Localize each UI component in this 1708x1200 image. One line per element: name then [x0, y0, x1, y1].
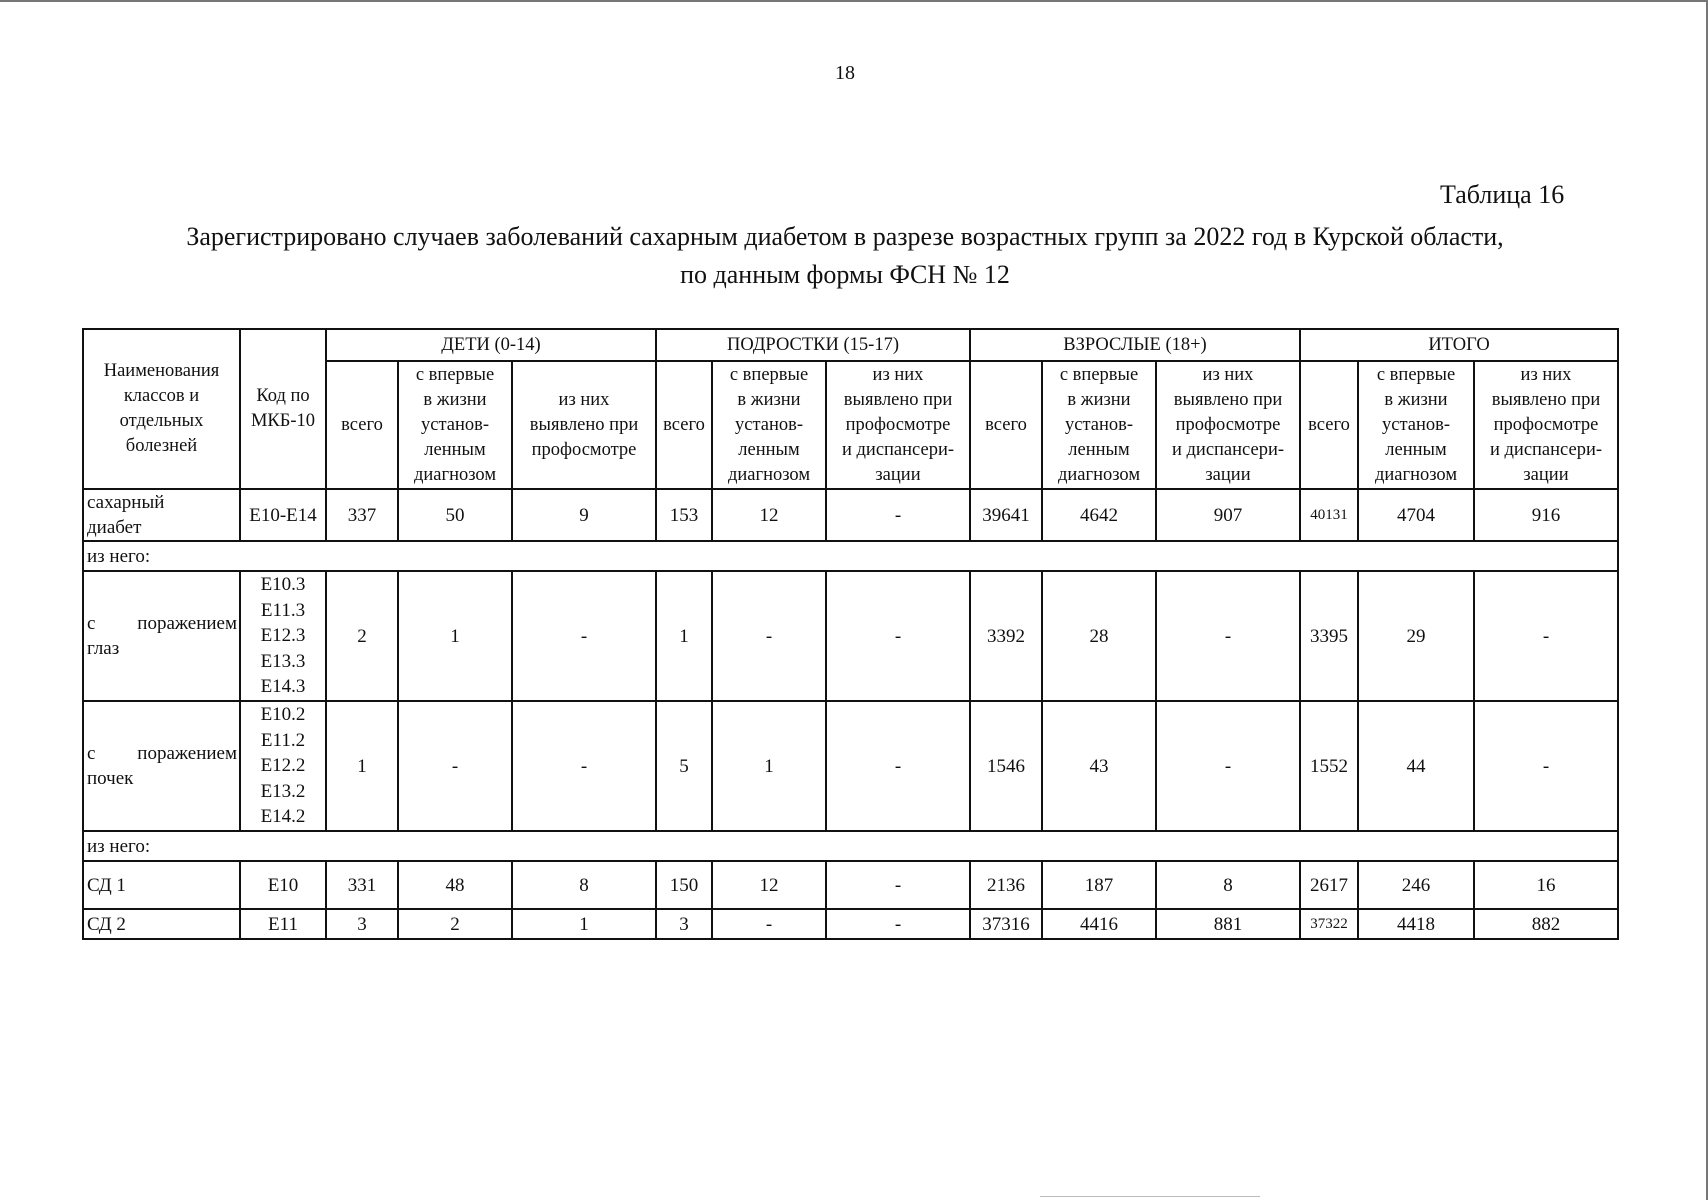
- cell-children-prof: -: [512, 571, 656, 701]
- row-code-line: E14.2: [260, 806, 306, 828]
- table-row-sd1: [83, 861, 1618, 909]
- row-code-line: E10.3: [260, 574, 306, 596]
- header-prof-children: [512, 361, 656, 489]
- header-line: в жизни: [1067, 389, 1131, 410]
- header-group-children: ДЕТИ (0-14): [326, 329, 656, 361]
- header-line: с впервые: [415, 364, 495, 385]
- cell-children-first: -: [398, 701, 512, 831]
- row-code-line: E10.2: [260, 704, 306, 726]
- row-code-line: E13.2: [260, 780, 306, 802]
- header-name-line: классов и: [123, 386, 200, 406]
- cell-total-total: 40131: [1300, 489, 1358, 541]
- header-line: ленным: [424, 439, 486, 460]
- cell-teens-first: -: [712, 571, 826, 701]
- cell-teens-prof: -: [826, 909, 970, 939]
- cell-children-total: 331: [326, 861, 398, 909]
- header-name-line: отдельных: [119, 411, 204, 431]
- header-line: выявлено при: [843, 389, 953, 410]
- cell-children-prof: 1: [512, 909, 656, 939]
- cell-teens-prof: -: [826, 861, 970, 909]
- table-row-eyes: [83, 571, 1618, 701]
- cell-adults-total: 37316: [970, 909, 1042, 939]
- table-row-diabetes: [83, 489, 1618, 541]
- cell-teens-total: 3: [656, 909, 712, 939]
- header-line: диагнозом: [1057, 464, 1141, 485]
- cell-total-prof: 916: [1474, 489, 1618, 541]
- cell-total-first: 44: [1358, 701, 1474, 831]
- header-line: установ-: [734, 414, 804, 435]
- cell-children-total: 3: [326, 909, 398, 939]
- cell-adults-first: 187: [1042, 861, 1156, 909]
- cell-teens-prof: -: [826, 489, 970, 541]
- header-line: в жизни: [737, 389, 801, 410]
- row-name: [83, 701, 240, 831]
- row-code-line: E13.3: [260, 650, 306, 672]
- cell-teens-first: 12: [712, 489, 826, 541]
- row-name-word: с: [87, 613, 96, 634]
- cell-total-first: 29: [1358, 571, 1474, 701]
- row-codes: [240, 571, 326, 701]
- header-total: всего: [970, 361, 1042, 489]
- header-line: ленным: [738, 439, 800, 460]
- cell-children-total: 337: [326, 489, 398, 541]
- page-title: [100, 218, 1590, 294]
- header-first-diagnosis: [1042, 361, 1156, 489]
- cell-children-first: 2: [398, 909, 512, 939]
- cell-total-total: 2617: [1300, 861, 1358, 909]
- header-line: зации: [1523, 464, 1569, 485]
- header-code-line: МКБ-10: [250, 411, 316, 431]
- header-line: с впервые: [1376, 364, 1456, 385]
- header-total: всего: [326, 361, 398, 489]
- header-line: установ-: [1064, 414, 1134, 435]
- header-name-line: болезней: [125, 436, 198, 456]
- cell-children-first: 50: [398, 489, 512, 541]
- cell-total-prof: -: [1474, 571, 1618, 701]
- header-line: из них: [558, 389, 610, 410]
- row-name: СД 2: [83, 909, 240, 939]
- header-line: диагнозом: [727, 464, 811, 485]
- header-code-line: Код по: [256, 386, 310, 406]
- section-label: из него:: [83, 831, 1618, 861]
- cell-total-total: 37322: [1300, 909, 1358, 939]
- header-line: выявлено при: [1173, 389, 1283, 410]
- cell-adults-first: 4416: [1042, 909, 1156, 939]
- row-code-line: E14.3: [260, 676, 306, 698]
- row-code-line: E12.3: [260, 625, 306, 647]
- cell-total-first: 246: [1358, 861, 1474, 909]
- cell-total-first: 4704: [1358, 489, 1474, 541]
- title-line-2: по данным формы ФСН № 12: [680, 260, 1010, 289]
- cell-total-prof: -: [1474, 701, 1618, 831]
- header-code: [240, 329, 326, 489]
- header-line: с впервые: [1059, 364, 1139, 385]
- header-first-diagnosis: [1358, 361, 1474, 489]
- row-name-line: глаз: [87, 638, 120, 659]
- cell-adults-total: 39641: [970, 489, 1042, 541]
- header-line: диагнозом: [1374, 464, 1458, 485]
- row-name: [83, 489, 240, 541]
- table-row-sd2: [83, 909, 1618, 939]
- header-line: выявлено при: [1491, 389, 1601, 410]
- header-first-diagnosis: [398, 361, 512, 489]
- cell-total-prof: 16: [1474, 861, 1618, 909]
- header-name-line: Наименования: [103, 361, 220, 381]
- cell-total-total: 1552: [1300, 701, 1358, 831]
- header-line: установ-: [420, 414, 490, 435]
- cell-teens-total: 5: [656, 701, 712, 831]
- cell-children-first: 1: [398, 571, 512, 701]
- cell-total-first: 4418: [1358, 909, 1474, 939]
- cell-adults-prof: 907: [1156, 489, 1300, 541]
- diabetes-table: [82, 328, 1619, 940]
- header-line: и диспансери-: [1171, 439, 1285, 460]
- cell-children-total: 2: [326, 571, 398, 701]
- row-name: [83, 571, 240, 701]
- title-line-1: Зарегистрировано случаев заболеваний сахарным диабетом в разрезе возрастных групп за 2022 год в Курской области,: [186, 222, 1504, 251]
- row-name-line: [87, 611, 237, 636]
- header-group-adults: ВЗРОСЛЫЕ (18+): [970, 329, 1300, 361]
- row-name-word: поражением: [137, 613, 237, 634]
- header-prof-full: [826, 361, 970, 489]
- header-line: установ-: [1381, 414, 1451, 435]
- page-border-top: [0, 0, 1708, 2]
- row-code: E10: [240, 861, 326, 909]
- header-line: в жизни: [423, 389, 487, 410]
- cell-adults-prof: 881: [1156, 909, 1300, 939]
- header-group-teens: ПОДРОСТКИ (15-17): [656, 329, 970, 361]
- section-label: из него:: [83, 541, 1618, 571]
- header-first-diagnosis: [712, 361, 826, 489]
- header-line: профосмотре: [531, 439, 637, 460]
- header-total: всего: [1300, 361, 1358, 489]
- table-row-section: [83, 831, 1618, 861]
- row-name-line: диабет: [87, 517, 142, 538]
- cell-adults-first: 43: [1042, 701, 1156, 831]
- header-group-total: ИТОГО: [1300, 329, 1618, 361]
- header-line: из них: [1520, 364, 1572, 385]
- row-name-line: сахарный: [87, 492, 165, 513]
- cell-teens-first: 1: [712, 701, 826, 831]
- header-line: ленным: [1385, 439, 1447, 460]
- header-line: диагнозом: [413, 464, 497, 485]
- cell-teens-first: 12: [712, 861, 826, 909]
- header-total: всего: [656, 361, 712, 489]
- cell-adults-prof: -: [1156, 571, 1300, 701]
- cell-teens-first: -: [712, 909, 826, 939]
- header-line: профосмотре: [845, 414, 951, 435]
- header-line: с впервые: [729, 364, 809, 385]
- header-line: из них: [872, 364, 924, 385]
- row-name-line: [87, 741, 237, 766]
- cell-teens-total: 1: [656, 571, 712, 701]
- row-code-line: E12.2: [260, 755, 306, 777]
- table-row-kidneys: [83, 701, 1618, 831]
- cell-adults-first: 4642: [1042, 489, 1156, 541]
- page-footer-line: [1040, 1196, 1260, 1197]
- header-name: [83, 329, 240, 489]
- table-label: Таблица 16: [1440, 180, 1565, 209]
- header-line: профосмотре: [1493, 414, 1599, 435]
- table-row-section: [83, 541, 1618, 571]
- header-line: и диспансери-: [841, 439, 955, 460]
- cell-teens-total: 153: [656, 489, 712, 541]
- row-codes: [240, 701, 326, 831]
- header-line: ленным: [1068, 439, 1130, 460]
- page-number: 18: [835, 62, 855, 84]
- cell-children-prof: -: [512, 701, 656, 831]
- header-line: из них: [1202, 364, 1254, 385]
- cell-adults-prof: -: [1156, 701, 1300, 831]
- row-name-word: поражением: [137, 743, 237, 764]
- cell-adults-first: 28: [1042, 571, 1156, 701]
- row-code-line: E11.3: [260, 599, 306, 621]
- cell-teens-prof: -: [826, 571, 970, 701]
- row-code-line: E11.2: [260, 729, 306, 751]
- cell-teens-prof: -: [826, 701, 970, 831]
- cell-children-first: 48: [398, 861, 512, 909]
- row-name-word: с: [87, 743, 96, 764]
- cell-children-prof: 9: [512, 489, 656, 541]
- cell-children-prof: 8: [512, 861, 656, 909]
- cell-children-total: 1: [326, 701, 398, 831]
- cell-teens-total: 150: [656, 861, 712, 909]
- row-code: E11: [240, 909, 326, 939]
- header-prof-full: [1474, 361, 1618, 489]
- row-code: E10-E14: [240, 489, 326, 541]
- header-line: профосмотре: [1175, 414, 1281, 435]
- header-line: выявлено при: [529, 414, 639, 435]
- row-name: СД 1: [83, 861, 240, 909]
- header-line: в жизни: [1384, 389, 1448, 410]
- header-line: зации: [875, 464, 921, 485]
- header-prof-full: [1156, 361, 1300, 489]
- cell-total-total: 3395: [1300, 571, 1358, 701]
- cell-adults-total: 3392: [970, 571, 1042, 701]
- cell-adults-prof: 8: [1156, 861, 1300, 909]
- header-line: и диспансери-: [1489, 439, 1603, 460]
- cell-adults-total: 2136: [970, 861, 1042, 909]
- row-name-line: почек: [87, 768, 134, 789]
- header-line: зации: [1205, 464, 1251, 485]
- cell-total-prof: 882: [1474, 909, 1618, 939]
- cell-adults-total: 1546: [970, 701, 1042, 831]
